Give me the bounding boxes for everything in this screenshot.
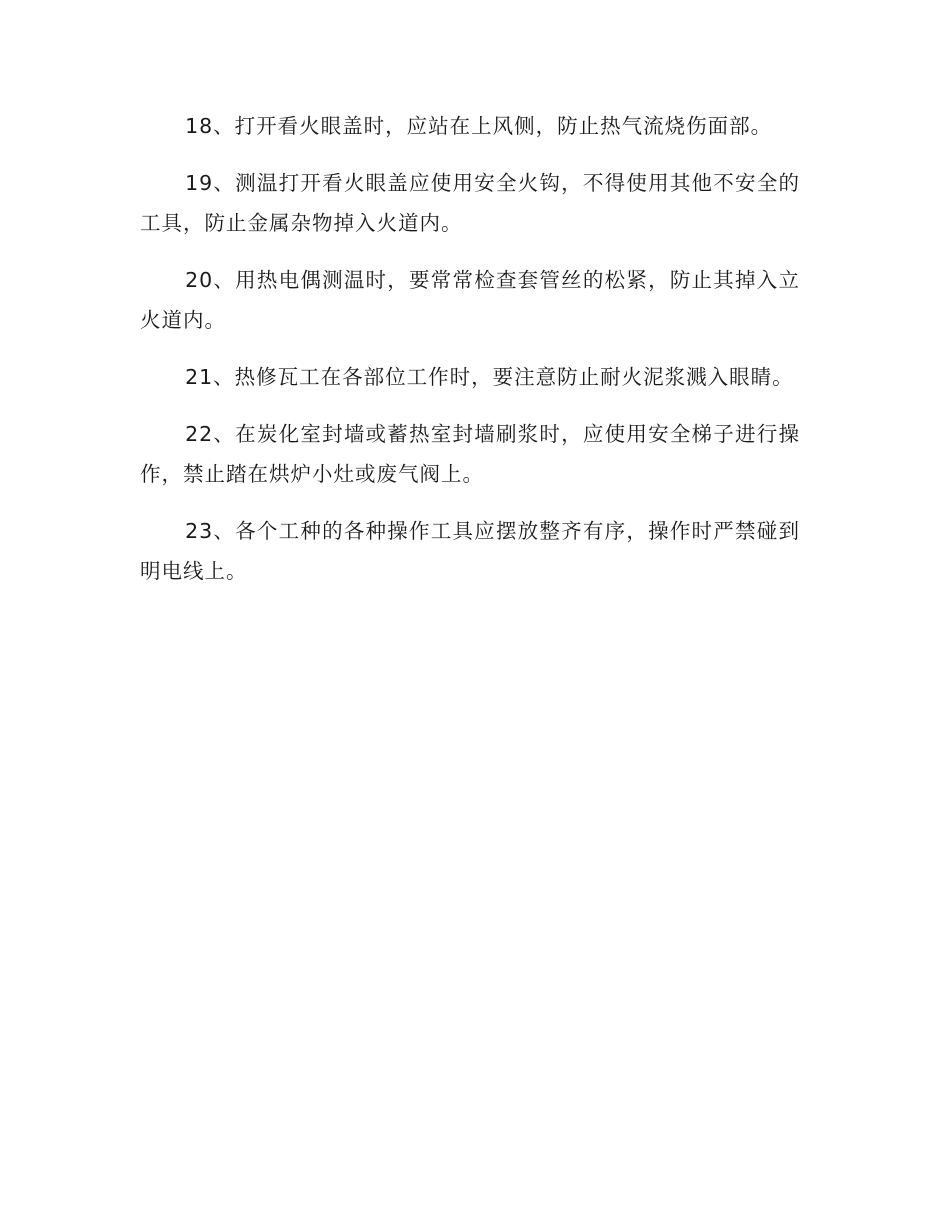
safety-rule-18: 18、打开看火眼盖时，应站在上风侧，防止热气流烧伤面部。 xyxy=(185,114,773,138)
safety-rule-20: 20、用热电偶测温时，要常常检查套管丝的松紧，防止其掉入立火道内。 xyxy=(140,268,800,332)
safety-rule-23: 23、各个工种的各种操作工具应摆放整齐有序，操作时严禁碰到明电线上。 xyxy=(140,519,800,583)
safety-rule-19: 19、测温打开看火眼盖应使用安全火钩，不得使用其他不安全的工具，防止金属杂物掉入火道内。 xyxy=(140,171,800,235)
safety-rule-21: 21、热修瓦工在各部位工作时，要注意防止耐火泥浆溅入眼睛。 xyxy=(185,365,794,389)
document-body xyxy=(140,106,800,608)
safety-rule-22: 22、在炭化室封墙或蓄热室封墙刷浆时，应使用安全梯子进行操作，禁止踏在烘炉小灶或废气阀上。 xyxy=(140,422,800,486)
